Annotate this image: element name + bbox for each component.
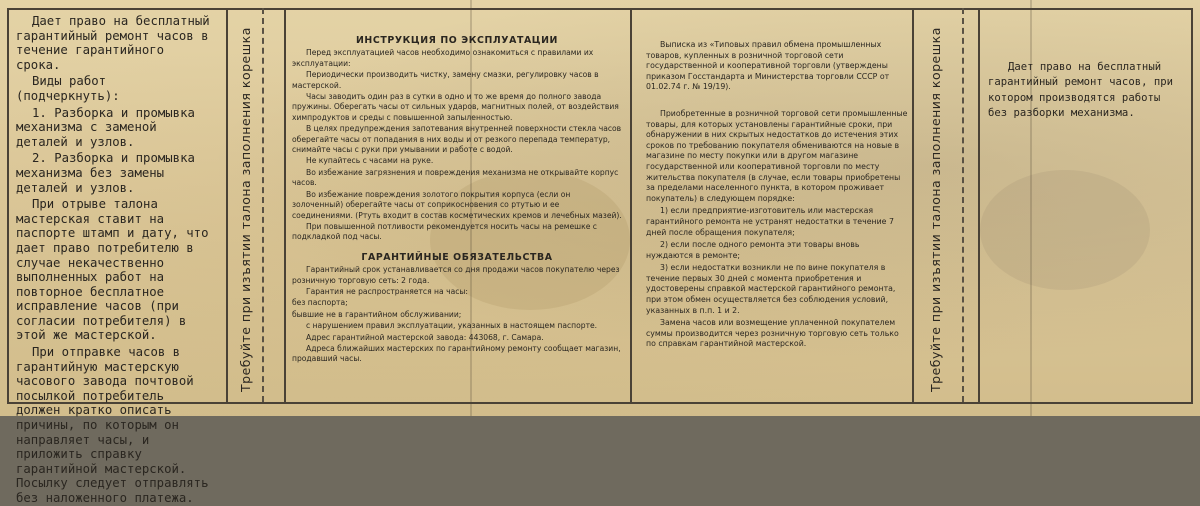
warranty-paragraph: Гарантия не распространяется на часы: — [306, 286, 468, 296]
stub-left-label: Требуйте при изъятии талона заполнения корешка — [238, 27, 253, 392]
instructions-paragraph: В целях предупреждения запотевания внутренней поверхности стекла часов оберегайте часы от попадания в них воды и от резкого перепада температур, снимайте часы с руки при умывании и работе с водой. — [292, 124, 622, 155]
coupon-left — [16, 14, 212, 505]
instructions-paragraph: Во избежание загрязнения и повреждения механизма не открывайте корпус часов. — [292, 167, 619, 188]
warranty-title: ГАРАНТИЙНЫЕ ОБЯЗАТЕЛЬСТВА — [361, 251, 553, 263]
coupon-left-paragraph: 2. Разборка и промывка механизма без замены деталей и узлов. — [16, 151, 195, 195]
coupon-left-paragraph: 1. Разборка и промывка механизма с заменой деталей и узлов. — [16, 105, 195, 149]
exchange-rules-column — [646, 40, 908, 398]
instructions-paragraph: Часы заводить один раз в сутки в одно и то же время до полного завода пружины. Оберегать часы от сильных ударов, магнитных полей, от воздействия химпродуктов и среды с повышенной запыленностью. — [292, 92, 619, 122]
column-divider — [912, 8, 914, 402]
exchange-rules-paragraph: Замена часов или возмещение уплаченной покупателем суммы производится через розничную торговую сеть только по справкам гарантийной мастерской. — [646, 318, 899, 349]
column-divider — [226, 8, 228, 402]
warranty-paragraph: Адреса ближайших мастерских по гарантийному ремонту сообщает магазин, продавший часы. — [292, 343, 621, 364]
stub-right-label: Требуйте при изъятии талона заполнения корешка — [928, 27, 943, 392]
warranty-paragraph: бывшие не в гарантийном обслуживании; — [292, 309, 462, 319]
coupon-right-text: Дает право на бесплатный гарантийный ремонт часов, при котором производятся работы без разборки механизма. — [988, 61, 1173, 120]
column-divider — [284, 8, 286, 402]
coupon-left-paragraph: Дает право на бесплатный гарантийный ремонт часов в течение гарантийного срока. — [16, 14, 210, 72]
exchange-rules-paragraph: 3) если недостатки возникли не по вине покупателя в течение первых 30 дней с момента приобретения и удостоверены справкой мастерской гарантийного ремонта, при этом обмен осуществляется без соблюдения условий, указанных в п.п. 1 и 2. — [646, 263, 896, 315]
instructions-column — [292, 36, 622, 398]
instructions-paragraph: Во избежание повреждения золотого покрытия корпуса (если он золоченный) оберегайте часы от соприкосновения со ртутью и ее соединениями. (Ртуть входит в состав косметических кремов и лечебных мазей). — [292, 189, 622, 220]
warranty-paragraph: без паспорта; — [292, 298, 348, 308]
tear-line — [262, 8, 264, 402]
exchange-rules-paragraph: 1) если предприятие-изготовитель или мастерская гарантийного ремонта не устранят недостатки в течение 7 дней после обращения покупателя; — [646, 206, 894, 237]
coupon-left-paragraph: При отрыве талона мастерская ставит на паспорте штамп и дату, что дает право потребителю в случае некачественно выполненных работ на повторное бесплатное исправление часов (при согласии потребителя) в этой же мастерской. — [16, 197, 209, 343]
instructions-paragraph: Перед эксплуатацией часов необходимо ознакомиться с правилами их эксплуатации: — [292, 48, 594, 68]
warranty-paragraph: с нарушением правил эксплуатации, указанных в настоящем паспорте. — [306, 321, 598, 331]
column-divider — [630, 8, 632, 402]
warranty-paragraph: Адрес гарантийной мастерской завода: 443068, г. Самара. — [306, 332, 544, 342]
instructions-paragraph: При повышенной потливости рекомендуется носить часы на ремешке с подкладкой под часы. — [292, 221, 597, 242]
instructions-title: ИНСТРУКЦИЯ ПО ЭКСПЛУАТАЦИИ — [355, 35, 558, 46]
coupon-left-paragraph: При отправке часов в гарантийную мастерскую часового завода почтовой посылкой потребитель должен кратко описать причины, по которым он направляет часы, и приложить справку гарантийной мастерской. Посылку следует отправлять без наложенного платежа. — [16, 345, 209, 505]
warranty-paragraph: Гарантийный срок устанавливается со дня продажи часов покупателю через розничную торговую сеть: 2 года. — [292, 265, 620, 285]
exchange-rules-intro: Выписка из «Типовых правил обмена промышленных товаров, купленных в розничной торговой сети государственной и кооперативной торговли (утверждены приказом Госстандарта и Министерства торговли СССР от 01.02.74 г. № 19/19). — [646, 40, 890, 92]
exchange-rules-paragraph: Приобретенные в розничной торговой сети промышленные товары, для которых установлены гарантийные сроки, при обнаружении в них скрытых недостатков до истечения этих сроков по требованию покупателя обмениваются на новые в магазине по месту покупки или в другом магазине государственной или кооперативной торговли по месту жительства покупателя (в случае, если товары приобретены за пределами населенного пункта, в котором проживает покупатель) в следующем порядке: — [646, 108, 908, 203]
instructions-paragraph: Периодически производить чистку, замену смазки, регулировку часов в мастерской. — [292, 70, 599, 90]
coupon-right — [988, 60, 1174, 160]
exchange-rules-paragraph: 2) если после одного ремонта эти товары вновь нуждаются в ремонте; — [646, 240, 860, 260]
instructions-paragraph: Не купайтесь с часами на руке. — [306, 156, 434, 166]
coupon-left-paragraph: Виды работ (подчеркнуть): — [16, 74, 120, 103]
column-divider — [978, 8, 980, 402]
tear-line — [962, 8, 964, 402]
